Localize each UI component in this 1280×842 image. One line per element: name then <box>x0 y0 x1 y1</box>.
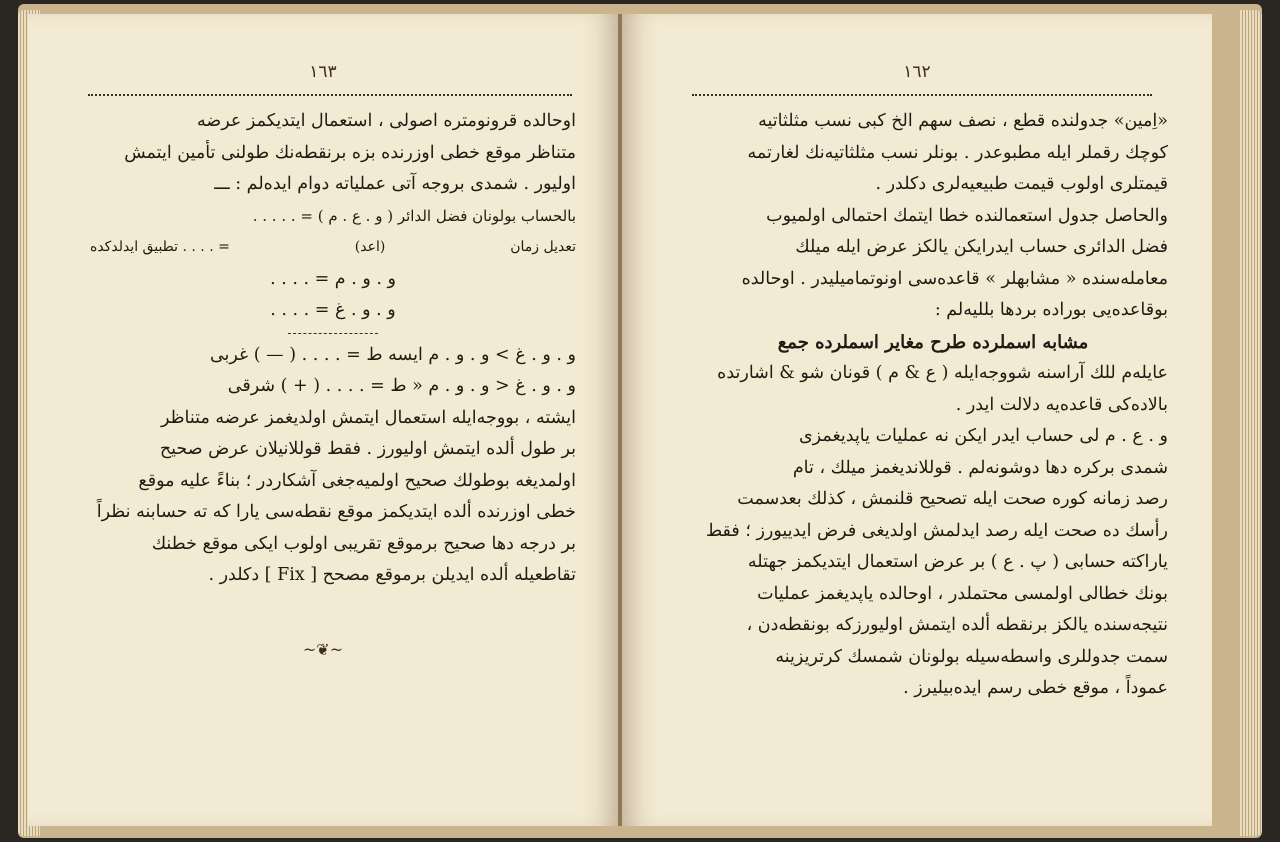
text-line: ایشته ، بووجه‌ایله استعمال ایتمش اولدیغمز عرضه متناظر <box>160 407 576 428</box>
page-number: ١٦٢ <box>903 62 931 82</box>
text-line: بر درجه دها صحیح برموقع تقریبی اولوب ایکی موقع خطنك <box>151 533 576 554</box>
text-line: معامله‌سنده « مشابهلر » قاعده‌سی اونوتمامیلیدر . اوحالده <box>741 268 1168 289</box>
text-line: «اِمین» جدولنده قطع ، نصف سهم الخ کبی نسب مثلثاتیه <box>758 111 1168 131</box>
ornament: ~❦~ <box>302 640 344 659</box>
separator <box>288 333 378 334</box>
formula-line: بالحساب بولونان فضل الدائر ( و . ع . م ) = . . . . . <box>252 206 576 225</box>
right-page <box>622 14 1212 826</box>
text-line: تقاطعیله ألده ایدیلن برموقع مصحح [ Fix ] دکلدر . <box>208 565 576 585</box>
text-line: فضل الدائری حساب ایدرایکن یالکز عرض ایله میلك <box>795 237 1168 257</box>
left-page <box>28 14 618 826</box>
rule-heading: مشابه اسملرده طرح مغایر اسملرده جمع <box>777 331 1089 353</box>
text-line: رصد زمانه کوره صحت ایله تصحیح قلنمش ، کذلك بعدسمت <box>737 489 1168 509</box>
text-line: یاراکته حسابی ( پ . ع ) بر عرض استعمال ایتدیکمز جهتله <box>747 552 1168 572</box>
text-line: اولیور . شمدی بروجه آتی عملیاته دوام ایده‌لم : ـــ <box>214 174 576 194</box>
text-line: اوحالده قرونومتره اصولی ، استعمال ایتدیکمز عرضه <box>197 111 576 131</box>
text-line: عایله‌م للك آراسنه شووجه‌ایله ( ع & م ) قونان شو & اشارتده <box>717 363 1168 383</box>
formula-label: (اعد) <box>354 239 386 255</box>
formula-row <box>90 232 576 264</box>
header-rule <box>88 94 572 96</box>
text-line: اولمدیغه بوطولك صحیح اولمیه‌جغی آشکاردر ؛ بناءً علیه موقع <box>138 470 576 491</box>
text-line: خطی اوزرنده ألده ایتدیکمز موقع نقطه‌سی یارا که ته حسابنه نظراً <box>96 502 576 522</box>
text-line: کوچك رقملر ایله مطبوعدر . بونلر نسب مثلثاتیه‌نك لغارتمه <box>747 142 1168 163</box>
text-line: قیمتلری اولوب قیمت طبیعیه‌لری دکلدر . <box>875 174 1168 194</box>
page-number: ١٦٣ <box>309 62 337 82</box>
condition-line: و . و . غ > و . و . م ایسه ط = . . . . ( — ) غربی <box>209 344 576 365</box>
text-line: بونك خطالی اولمسی محتملدر ، اوحالده یاپدیغمز عملیات <box>757 583 1168 604</box>
text-line: والحاصل جدول استعمالنده خطا ایتمك احتمالی اولمیوب <box>766 205 1168 226</box>
text-line: و . ع . م لی حساب ایدر ایکن نه عملیات یاپدیغمزی <box>798 426 1168 446</box>
text-line: نتیجه‌سنده یالکز برنقطه ألده ایتمش اولیورزکه بونقطه‌دن ، <box>746 615 1168 635</box>
text-line: شمدی برکره دها دوشونه‌لم . قوللاندیغمز میلك ، تام <box>792 457 1168 478</box>
page-edges-right <box>1240 10 1262 836</box>
formula-label: تعدیل زمان <box>510 239 576 255</box>
header-rule <box>692 94 1152 96</box>
condition-line: و . و . غ < و . و . م « ط = . . . . ( + ) شرقی <box>227 376 576 396</box>
page-text <box>698 106 1168 705</box>
text-line: بر طول ألده ایتمش اولیورز . فقط قوللانیلان عرض صحیح <box>159 439 576 459</box>
text-line: بوقاعده‌یی بوراده بردها بللیه‌لم : <box>934 300 1168 320</box>
formula-line: و . و . غ = . . . . <box>270 300 396 320</box>
text-line: متناظر موقع خطی اوزرنده بزه برنقطه‌نك طولنی تأمین ایتمش <box>124 142 576 163</box>
text-line: رأسك ده صحت ایله رصد ایدلمش اولدیغی فرض ایدییورز ؛ فقط <box>705 520 1168 541</box>
text-line: سمت جدوللری واسطه‌سیله بولونان شمسك کرتریزینه <box>775 646 1168 667</box>
page-text <box>90 106 576 592</box>
text-line: عموداً ، موقع خطی رسم ایده‌بیلیرز . <box>903 678 1168 698</box>
text-line: بالاده‌کی قاعده‌یه دلالت ایدر . <box>955 394 1168 415</box>
formula-line: و . و . م = . . . . <box>270 268 396 289</box>
formula-label: = . . . . تطبیق ایدلدکده <box>90 239 230 255</box>
